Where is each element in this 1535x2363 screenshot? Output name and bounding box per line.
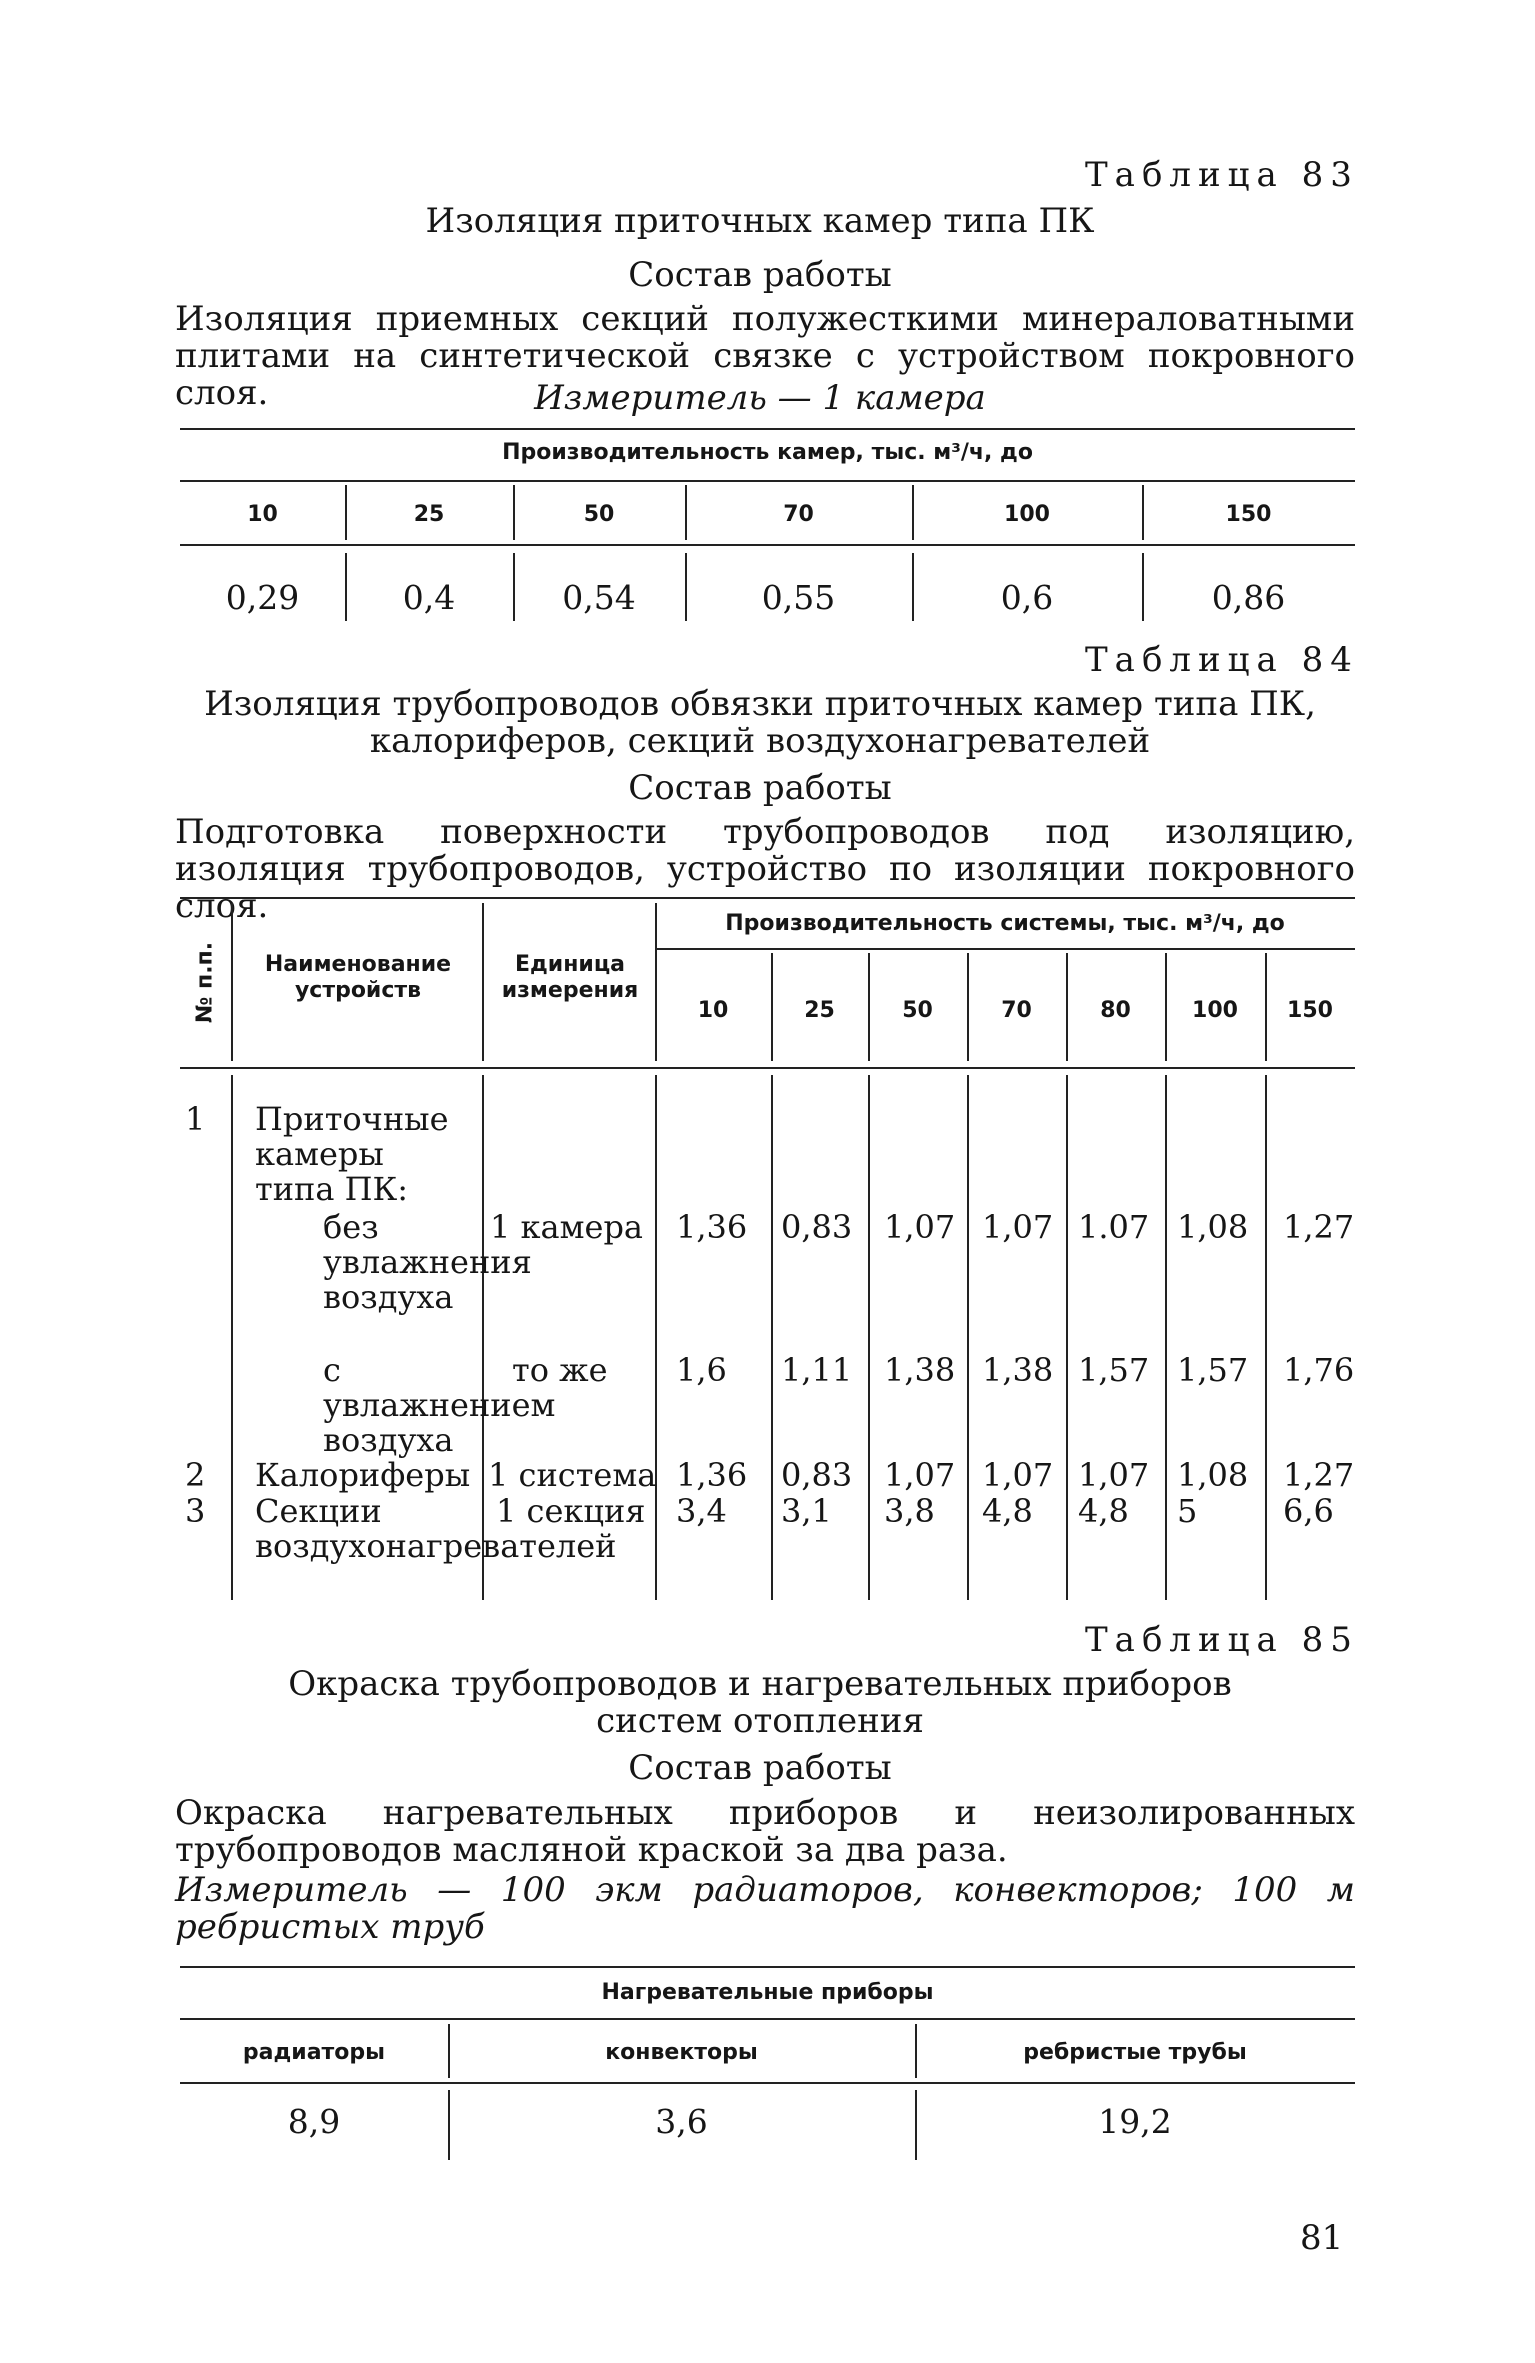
table-83-header: Производительность камер, тыс. м³/ч, до <box>502 440 1033 465</box>
table-84-row-unit: 1 секция <box>496 1492 646 1530</box>
table-83-col-50: 50 <box>583 502 615 527</box>
table-84-col-number: № п.п. <box>192 941 218 1024</box>
table-83-value: 0,4 <box>402 578 456 617</box>
table-84-perf-col: 150 <box>1287 998 1333 1023</box>
table-84-cell: 1,07 <box>1078 1456 1150 1494</box>
table-84-cell: 4,8 <box>1078 1492 1129 1530</box>
table-85-header: Нагревательные приборы <box>601 1980 934 2005</box>
table-84-cell: 1,57 <box>1177 1351 1249 1389</box>
table-83-col-100: 100 <box>1004 502 1050 527</box>
table-85-title-line1: Окраска трубопроводов и нагревательных приборов <box>288 1664 1232 1704</box>
table-84-cell: 1,76 <box>1283 1351 1355 1389</box>
table-85-value: 3,6 <box>655 2102 708 2141</box>
table-84-cell: 1,07 <box>884 1208 956 1246</box>
table-83-label: Таблица 83 <box>1085 155 1359 195</box>
table-84-cell: 1,36 <box>676 1208 748 1246</box>
table-84-cell: 1,08 <box>1177 1456 1249 1494</box>
table-84-row-number: 1 <box>185 1100 206 1138</box>
table-84-perf-col: 70 <box>1001 998 1032 1023</box>
table-84-row-unit: то же <box>512 1351 608 1389</box>
table-84-cell: 1,07 <box>982 1456 1054 1494</box>
table-84-row-unit: 1 камера <box>490 1208 643 1246</box>
table-83-value: 0,54 <box>562 578 636 617</box>
table-84-cell: 3,8 <box>884 1492 935 1530</box>
table-84-cell: 3,4 <box>676 1492 727 1530</box>
table-85-work-text: Окраска нагревательных приборов и неизолированных трубопроводов масляной краской за два раза. <box>175 1793 1355 1870</box>
table-84-row-name: Калориферы <box>255 1456 471 1494</box>
table-84-title-line2: калориферов, секций воздухонагревателей <box>369 721 1151 761</box>
table-84-cell: 0,83 <box>781 1208 853 1246</box>
table-84-cell: 1,08 <box>1177 1208 1249 1246</box>
table-83-measure: Измеритель — 1 камера <box>534 378 986 418</box>
table-84-row-number: 3 <box>185 1492 206 1530</box>
table-85-value: 8,9 <box>287 2102 341 2141</box>
table-84-cell: 1.07 <box>1078 1208 1150 1246</box>
table-84-perf-col: 50 <box>902 998 933 1023</box>
table-84-label: Таблица 84 <box>1085 640 1359 680</box>
table-83-work-heading: Состав работы <box>628 255 892 295</box>
table-84-col-name: Наименование устройств <box>264 952 452 1003</box>
table-84-cell: 1,27 <box>1283 1456 1355 1494</box>
table-84-col-performance: Производительность системы, тыс. м³/ч, до <box>725 911 1285 936</box>
table-84-row-name: Приточные камеры типа ПК: <box>255 1100 449 1208</box>
table-84-cell: 6,6 <box>1283 1492 1334 1530</box>
table-85-col-convectors: конвекторы <box>605 2040 758 2065</box>
table-83-title: Изоляция приточных камер типа ПК <box>425 201 1095 241</box>
table-84-cell: 5 <box>1177 1492 1198 1530</box>
table-84-cell: 1,57 <box>1078 1351 1150 1389</box>
table-84-row-name: Секции воздухонагревателей <box>255 1492 617 1565</box>
table-83-value: 0,6 <box>1000 578 1054 617</box>
table-85-measure: Измеритель — 100 экм радиаторов, конвекторов; 100 м ребристых труб <box>175 1870 1355 1947</box>
table-84-work-heading: Состав работы <box>628 768 892 808</box>
table-84-cell: 1,27 <box>1283 1208 1355 1246</box>
table-84-cell: 1,07 <box>884 1456 956 1494</box>
table-84-row-unit: 1 система <box>488 1456 657 1494</box>
table-83-value: 0,29 <box>225 578 300 617</box>
table-83-col-150: 150 <box>1225 502 1272 527</box>
table-84-cell: 1,38 <box>982 1351 1054 1389</box>
table-84-cell: 4,8 <box>982 1492 1033 1530</box>
table-85-label: Таблица 85 <box>1085 1620 1359 1660</box>
table-84-title-line1: Изоляция трубопроводов обвязки приточных камер типа ПК, <box>204 684 1316 724</box>
table-85-col-radiators: радиаторы <box>242 2040 386 2065</box>
table-83-col-70: 70 <box>783 502 814 527</box>
table-84-perf-col: 100 <box>1192 998 1238 1023</box>
table-83-col-25: 25 <box>413 502 445 527</box>
table-83-value: 0,55 <box>761 578 836 617</box>
table-85-value: 19,2 <box>1098 2102 1172 2141</box>
table-84-work-text: Подготовка поверхности трубопроводов под изоляцию, изоляция трубопроводов, устройство по изоляции покровного слоя. <box>175 812 1355 926</box>
table-84-perf-col: 80 <box>1100 998 1131 1023</box>
table-84-cell: 0,83 <box>781 1456 853 1494</box>
table-84-cell: 1,11 <box>781 1351 853 1389</box>
table-85-work-heading: Состав работы <box>628 1748 892 1788</box>
table-84-row-name: с увлажнением воздуха <box>323 1351 556 1459</box>
table-85-col-finned-pipes: ребристые трубы <box>1023 2040 1247 2065</box>
table-84-cell: 1,07 <box>982 1208 1054 1246</box>
page-number: 81 <box>1300 2218 1344 2258</box>
table-84-cell: 3,1 <box>781 1492 832 1530</box>
table-84-perf-col: 10 <box>697 998 729 1023</box>
table-84-row-number: 2 <box>185 1456 206 1494</box>
table-84-perf-col: 25 <box>804 998 835 1023</box>
table-84-row-name: без увлажнения воздуха <box>323 1208 532 1316</box>
table-83-work-text: Изоляция приемных секций полужесткими минераловатными плитами на синтетической связке с устройством покровного слоя. <box>175 299 1355 413</box>
table-84-cell: 1,6 <box>676 1351 727 1389</box>
table-85-title-line2: систем отопления <box>596 1701 924 1741</box>
table-83-value: 0,86 <box>1211 578 1286 617</box>
table-84-col-unit: Единица измерения <box>501 952 639 1003</box>
table-83-col-10: 10 <box>247 502 278 527</box>
table-84-cell: 1,38 <box>884 1351 956 1389</box>
table-84-cell: 1,36 <box>676 1456 748 1494</box>
